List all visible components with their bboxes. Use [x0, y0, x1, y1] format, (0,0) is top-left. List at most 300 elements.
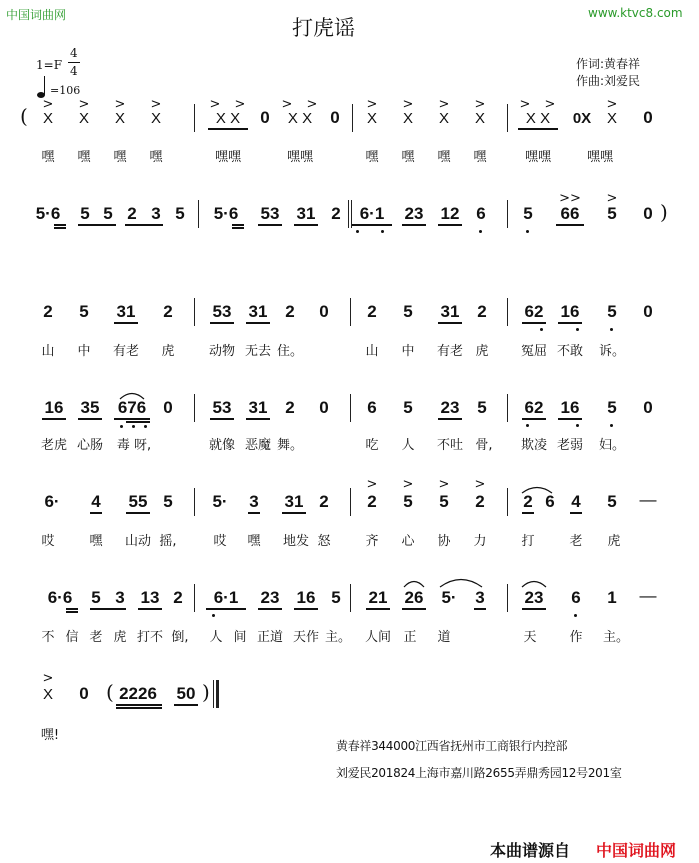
lyric: 地发 — [282, 534, 310, 549]
note: 0 — [643, 108, 653, 127]
sustain-dash: — — [639, 586, 657, 605]
note: 4 — [91, 492, 101, 511]
low-octave-dot — [526, 230, 529, 233]
note: X — [474, 110, 486, 127]
accent-mark: >> — [559, 191, 581, 206]
accent-mark: > — [366, 477, 378, 492]
accent-mark: > — [150, 97, 162, 112]
bar-line — [507, 584, 508, 612]
accent-mark: > — [114, 97, 126, 112]
lyric: 动物 — [208, 344, 236, 359]
time-signature-top: 4 — [70, 46, 78, 60]
bar-line — [194, 298, 195, 326]
note: 2 — [331, 204, 341, 223]
accent-mark: > — [306, 97, 318, 112]
lyric: 主。 — [602, 630, 630, 645]
note: 31 — [440, 302, 460, 321]
beam-underline — [174, 704, 198, 706]
note: 5·6 — [213, 204, 239, 223]
lyric: 老 — [569, 534, 583, 549]
beam-underline — [210, 418, 234, 420]
note: 0 — [163, 398, 173, 417]
bar-line — [352, 104, 353, 132]
note: 55 — [128, 492, 148, 511]
lyric: 心肠 — [76, 438, 104, 453]
lyric: 中 — [401, 344, 415, 359]
note: 2 — [319, 492, 329, 511]
paren-open: ( — [106, 680, 114, 704]
note: X — [150, 110, 162, 127]
lyricist-credit: 作词:黄春祥 — [576, 57, 641, 71]
note: 23 — [404, 204, 424, 223]
note: 2 — [523, 492, 533, 511]
accent-mark: > — [438, 477, 450, 492]
lyric: 天 — [523, 630, 537, 645]
beam-underline — [208, 128, 248, 130]
note: 35 — [80, 398, 100, 417]
slur-mark — [438, 576, 484, 588]
note: 5 — [163, 492, 173, 511]
note: 16 — [296, 588, 316, 607]
beam-underline — [248, 512, 260, 514]
beam-underline — [116, 704, 162, 706]
final-bar-line — [216, 680, 219, 708]
beam-underline — [522, 418, 546, 420]
lyric: 不敢 — [556, 344, 584, 359]
beam-underline — [558, 418, 582, 420]
bar-line — [198, 200, 199, 228]
beam-underline — [294, 224, 318, 226]
note: 5· — [212, 492, 228, 511]
beam-underline — [438, 322, 462, 324]
beam-underline — [522, 608, 546, 610]
beam-underline — [522, 322, 546, 324]
note: 5 — [403, 492, 413, 511]
beam-underline — [66, 611, 78, 613]
watermark-left: 中国词曲网 — [6, 8, 67, 22]
lyric: 作 — [569, 630, 583, 645]
lyric: 哎 — [213, 534, 227, 549]
bar-line — [194, 488, 195, 516]
low-octave-dot — [574, 614, 577, 617]
beam-underline — [78, 224, 116, 226]
lyric: 嘿 — [247, 534, 261, 549]
note: 6· — [44, 492, 60, 511]
lyric: 嘿 — [89, 534, 103, 549]
slur-mark — [118, 390, 146, 400]
note: 5 — [79, 302, 89, 321]
note: 2 — [475, 492, 485, 511]
lyric: 虎 — [607, 534, 621, 549]
accent-mark: > — [474, 97, 486, 112]
lyric: 有老 — [112, 344, 140, 359]
beam-underline — [522, 512, 534, 514]
beam-underline — [66, 608, 78, 610]
note: 2226 — [119, 684, 157, 703]
beam-underline — [294, 608, 318, 610]
note: 5 — [103, 204, 113, 223]
lyric: 主。 — [324, 630, 352, 645]
bar-line — [194, 104, 195, 132]
note: 16 — [44, 398, 64, 417]
score-row-4 — [0, 386, 699, 456]
score-row-1 — [0, 96, 699, 166]
lyric: 老 — [89, 630, 103, 645]
low-octave-dot — [526, 424, 529, 427]
note: X — [402, 110, 414, 127]
note: 66 — [560, 204, 580, 223]
bar-line — [194, 394, 195, 422]
credit-line-1: 黄春祥344000江西省抚州市工商银行内控部 — [336, 739, 568, 753]
note: X — [78, 110, 90, 127]
bar-line — [350, 394, 351, 422]
low-octave-dot — [610, 424, 613, 427]
lyric: 道 — [437, 630, 451, 645]
beam-underline — [114, 418, 150, 420]
note: 5 — [607, 204, 617, 223]
note: 6·1 — [359, 204, 385, 223]
note: 3 — [115, 588, 125, 607]
note: 5 — [477, 398, 487, 417]
lyric: 有老 — [436, 344, 464, 359]
accent-mark: > — [544, 97, 556, 112]
bar-line — [348, 200, 349, 228]
lyric: 正道 — [256, 630, 284, 645]
beam-underline — [558, 322, 582, 324]
note: 6·1 — [213, 588, 239, 607]
note: 5 — [403, 398, 413, 417]
bar-line — [350, 584, 351, 612]
low-octave-dot — [576, 328, 579, 331]
accent-mark: > — [209, 97, 221, 112]
lyric: 老虎 — [40, 438, 68, 453]
lyric: 虎 — [113, 630, 127, 645]
note: 0 — [330, 108, 340, 127]
lyric: 打 — [521, 534, 535, 549]
lyric: 人 — [209, 630, 223, 645]
quarter-note-stem — [44, 76, 45, 95]
lyric: 中 — [77, 344, 91, 359]
note: 53 — [212, 398, 232, 417]
bar-line — [507, 298, 508, 326]
note: 2 — [477, 302, 487, 321]
note: 2 — [43, 302, 53, 321]
lyric: 恶魔 — [244, 438, 272, 453]
note: 6 — [367, 398, 377, 417]
note: 31 — [296, 204, 316, 223]
beam-underline — [438, 224, 462, 226]
lyric: 山 — [41, 344, 55, 359]
beam-underline — [366, 608, 390, 610]
score-row-7 — [0, 670, 699, 743]
low-octave-dot — [120, 425, 123, 428]
beam-underline — [246, 418, 270, 420]
note: 2 — [285, 398, 295, 417]
slur-mark — [520, 578, 548, 588]
beam-underline — [518, 128, 558, 130]
lyric: 间 — [233, 630, 247, 645]
note: 0 — [260, 108, 270, 127]
lyric: 协 — [437, 534, 451, 549]
note: 23 — [440, 398, 460, 417]
lyric: 哎 — [41, 534, 55, 549]
note: X — [42, 686, 54, 703]
lyric: 嘿嘿 — [286, 150, 314, 165]
low-octave-dot — [576, 424, 579, 427]
beam-underline — [126, 512, 150, 514]
beam-underline — [114, 322, 138, 324]
lyric: 老弱 — [556, 438, 584, 453]
note: 5 — [439, 492, 449, 511]
bar-line — [213, 680, 214, 708]
lyric: 嘿 — [473, 150, 487, 165]
accent-mark: > — [606, 191, 618, 206]
note: 6·6 — [47, 588, 73, 607]
accent-mark: > — [281, 97, 293, 112]
lyric: 心 — [401, 534, 415, 549]
beam-underline — [474, 608, 486, 610]
lyric: 嘿! — [40, 728, 60, 743]
beam-underline — [556, 224, 584, 226]
accent-mark: > — [474, 477, 486, 492]
beam-underline — [42, 418, 66, 420]
note: 0X — [572, 110, 592, 127]
note: 4 — [571, 492, 581, 511]
note: 3 — [151, 204, 161, 223]
low-octave-dot — [610, 328, 613, 331]
note: 53 — [260, 204, 280, 223]
lyric: 毒 呀, — [116, 438, 152, 453]
note: 5 — [607, 302, 617, 321]
note: 50 — [176, 684, 196, 703]
beam-underline — [402, 608, 426, 610]
note: 2 — [127, 204, 137, 223]
note: X X — [287, 110, 313, 127]
beam-underline — [54, 227, 66, 229]
note: 5 — [91, 588, 101, 607]
lyric: 正 — [403, 630, 417, 645]
low-octave-dot — [356, 230, 359, 233]
note: 12 — [440, 204, 460, 223]
score-row-3 — [0, 290, 699, 360]
note: X — [114, 110, 126, 127]
note: 0 — [79, 684, 89, 703]
footer-site-link[interactable]: 中国词曲网 — [596, 841, 677, 860]
lyric: 嘿 — [437, 150, 451, 165]
beam-underline — [282, 512, 306, 514]
beam-underline — [258, 224, 282, 226]
lyric: 诉。 — [598, 344, 626, 359]
watermark-right: www.ktvc8.com — [588, 6, 683, 20]
song-title: 打虎谣 — [292, 16, 355, 40]
beam-underline — [78, 418, 102, 420]
note: 23 — [524, 588, 544, 607]
lyric: 倒, — [171, 630, 189, 645]
note: 31 — [248, 302, 268, 321]
note: 2 — [163, 302, 173, 321]
low-octave-dot — [132, 425, 135, 428]
lyric: 信 — [65, 630, 79, 645]
beam-underline — [210, 322, 234, 324]
note: 2 — [367, 302, 377, 321]
paren-close: ) — [202, 680, 210, 704]
lyric: 妇。 — [598, 438, 626, 453]
note: 5 — [607, 398, 617, 417]
lyric: 人间 — [364, 630, 392, 645]
lyric: 嘿 — [365, 150, 379, 165]
lyric: 冤屈 — [520, 344, 548, 359]
beam-underline — [90, 512, 102, 514]
note: 2 — [173, 588, 183, 607]
note: 5 — [331, 588, 341, 607]
lyric: 打不 — [136, 630, 164, 645]
accent-mark: > — [402, 97, 414, 112]
bar-line — [194, 584, 195, 612]
note: 0 — [643, 302, 653, 321]
lyric: 不 — [41, 630, 55, 645]
note: 13 — [140, 588, 160, 607]
bar-line — [350, 298, 351, 326]
score-row-2 — [0, 192, 699, 242]
note: 31 — [284, 492, 304, 511]
key-signature: 1=F — [36, 58, 63, 72]
note: 21 — [368, 588, 388, 607]
accent-mark: > — [366, 97, 378, 112]
tempo-mark: =106 — [50, 84, 81, 97]
lyric: 嘿 — [149, 150, 163, 165]
lyric: 山 — [365, 344, 379, 359]
note: 5 — [403, 302, 413, 321]
lyric: 怒 — [317, 534, 331, 549]
beam-underline — [126, 421, 150, 423]
beam-underline — [232, 224, 244, 226]
note: 23 — [260, 588, 280, 607]
beam-underline — [258, 608, 282, 610]
note: 5· — [441, 588, 457, 607]
note: 6 — [545, 492, 555, 511]
beam-underline — [570, 512, 582, 514]
note: 5 — [175, 204, 185, 223]
note: 6 — [571, 588, 581, 607]
lyric: 力 — [473, 534, 487, 549]
time-signature-bottom: 4 — [70, 64, 78, 78]
repeat-paren-close: ) — [660, 200, 668, 224]
low-octave-dot — [479, 230, 482, 233]
lyric: 摇, — [159, 534, 177, 549]
note: 5·6 — [35, 204, 61, 223]
lyric: 舞。 — [276, 438, 304, 453]
lyric: 人 — [401, 438, 415, 453]
note: 62 — [524, 398, 544, 417]
accent-mark: > — [78, 97, 90, 112]
beam-underline — [54, 224, 66, 226]
footer-source-label: 本曲谱源自 — [490, 841, 571, 860]
lyric: 骨, — [475, 438, 493, 453]
note: 0 — [319, 398, 329, 417]
lyric: 嘿 — [401, 150, 415, 165]
note: X X — [525, 110, 551, 127]
lyric: 欺凌 — [520, 438, 548, 453]
lyric: 不吐 — [436, 438, 464, 453]
note: 31 — [116, 302, 136, 321]
note: 5 — [80, 204, 90, 223]
lyric: 虎 — [475, 344, 489, 359]
lyric: 天作 — [292, 630, 320, 645]
note: X — [366, 110, 378, 127]
beam-underline — [138, 608, 162, 610]
beam-underline — [232, 227, 244, 229]
low-octave-dot — [540, 328, 543, 331]
lyric: 嘿 — [77, 150, 91, 165]
lyric: 嘿 — [113, 150, 127, 165]
note: 62 — [524, 302, 544, 321]
slur-mark — [402, 578, 426, 588]
lyric: 嘿嘿 — [524, 150, 552, 165]
lyric: 嘿嘿 — [586, 150, 614, 165]
beam-underline — [116, 707, 162, 709]
lyric: 吃 — [365, 438, 379, 453]
beam-underline — [90, 608, 126, 610]
note: X X — [215, 110, 241, 127]
bar-line — [350, 488, 351, 516]
note: 0 — [319, 302, 329, 321]
note: X — [438, 110, 450, 127]
lyric: 住。 — [276, 344, 304, 359]
note: 16 — [560, 302, 580, 321]
note: 0 — [643, 204, 653, 223]
note: 5 — [523, 204, 533, 223]
note: 676 — [117, 398, 147, 417]
bar-line — [507, 200, 508, 228]
bar-line — [507, 394, 508, 422]
accent-mark: > — [42, 671, 54, 686]
score-row-6 — [0, 576, 699, 648]
sustain-dash: — — [639, 490, 657, 509]
time-signature-line — [68, 62, 80, 63]
note: 16 — [560, 398, 580, 417]
lyric: 就像 — [208, 438, 236, 453]
accent-mark: > — [519, 97, 531, 112]
low-octave-dot — [381, 230, 384, 233]
composer-credit: 作曲:刘爱民 — [576, 74, 641, 88]
accent-mark: > — [42, 97, 54, 112]
accent-mark: > — [402, 477, 414, 492]
beam-underline — [438, 418, 462, 420]
note: X — [42, 110, 54, 127]
note: 31 — [248, 398, 268, 417]
lyric: 无去 — [244, 344, 272, 359]
score-row-5 — [0, 478, 699, 554]
beam-underline — [125, 224, 163, 226]
bar-line — [507, 104, 508, 132]
note: 53 — [212, 302, 232, 321]
note: 3 — [475, 588, 485, 607]
note: 1 — [607, 588, 617, 607]
note: 0 — [643, 398, 653, 417]
note: 2 — [367, 492, 377, 511]
credit-line-2: 刘爱民201824上海市嘉川路2655弄鼎秀园12号201室 — [336, 766, 622, 780]
note: 3 — [249, 492, 259, 511]
note: 6 — [476, 204, 486, 223]
note: 5 — [607, 492, 617, 511]
repeat-paren-open: ( — [20, 104, 28, 128]
lyric: 虎 — [161, 344, 175, 359]
note: X — [606, 110, 618, 127]
accent-mark: > — [234, 97, 246, 112]
lyric: 嘿 — [41, 150, 55, 165]
note: 26 — [404, 588, 424, 607]
beam-underline — [246, 322, 270, 324]
